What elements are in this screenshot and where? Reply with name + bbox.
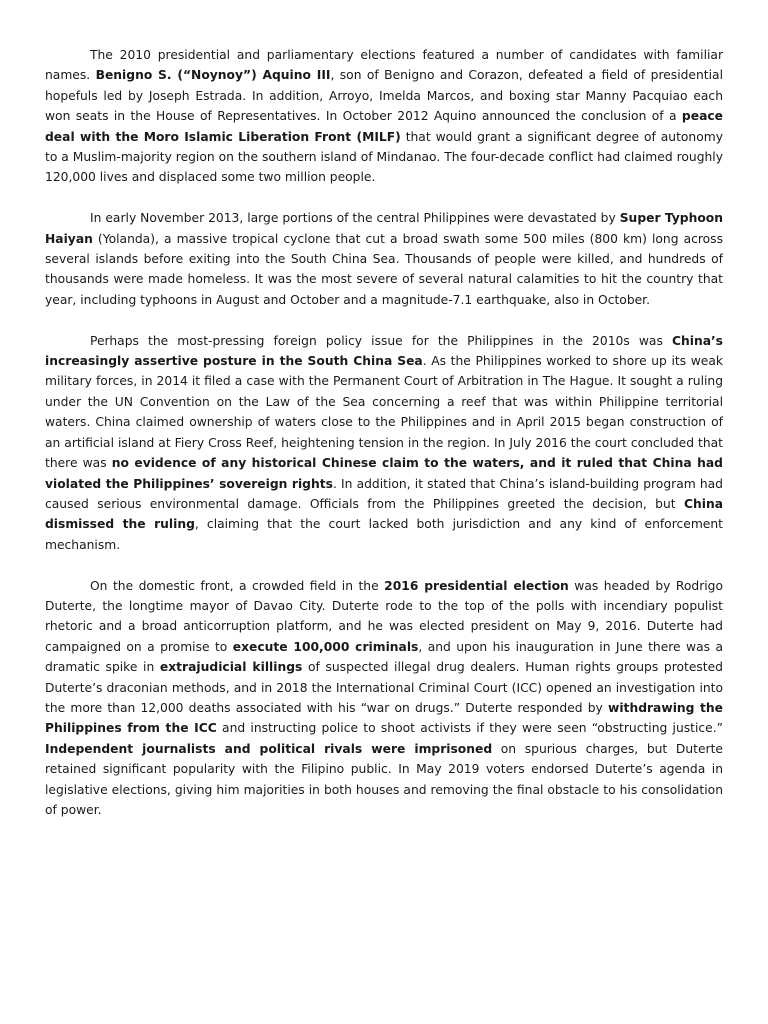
text-span: , son of Benigno and Corazon, defeated a field of presidential hopefuls led by Joseph Estrada. In addition, Arroyo, Imelda Marcos, and boxing star Manny Pacquiao each won seats in the House of Representatives. In October 2012 Aquino announced the conclusion of a	[45, 68, 723, 124]
text-span: . In addition, it stated that China’s island-building program had caused serious environmental damage. Officials from the Philippines greeted the decision, but	[45, 476, 723, 511]
text-span: On the domestic front, a crowded field in the	[90, 578, 385, 593]
text-span: on spurious charges, but Duterte retained significant popularity with the Filipino public. In May 2019 voters endorsed Duterte’s agenda in legislative elections, giving him majorities in both houses and removing the final obstacle to his consolidation of power.	[45, 741, 723, 817]
bold-phrase: 2016 presidential election	[384, 578, 569, 593]
text-span: was headed by Rodrigo Duterte, the longtime mayor of Davao City. Duterte rode to the top of the polls with incendiary populist rhetoric and a broad anticorruption platform, and he was elected president on May 9, 2016. Duterte had campaigned on a promise to	[45, 578, 723, 654]
document-page	[45, 45, 723, 841]
text-span: and instructing police to shoot activists if they were seen “obstructing justice.”	[216, 721, 723, 736]
text-span: (Yolanda), a massive tropical cyclone that cut a broad swath some 500 miles (800 km) long across several islands before exiting into the South China Sea. Thousands of people were killed, and hundreds of thousands were made homeless. It was the most severe of several natural calamities to hit the country that year, including typhoons in August and October and a magnitude-7.1 earthquake, also in October.	[45, 231, 723, 307]
bold-phrase: China dismissed the ruling	[45, 496, 723, 532]
text-span: Perhaps the most-pressing foreign policy issue for the Philippines in the 2010s was	[90, 333, 672, 348]
bold-phrase: Super Typhoon Haiyan	[45, 211, 723, 246]
text-span: , claiming that the court lacked both jurisdiction and any kind of enforcement mechanism.	[45, 517, 723, 552]
text-span: . As the Philippines worked to shore up its weak military forces, in 2014 it filed a case with the Permanent Court of Arbitration in The Hague. It sought a ruling under the UN Convention on the Law of the Sea concerning a reef that was within Philippine territorial waters. China claimed ownership of waters close to the Philippines and in April 2015 began construction of an artificial island at Fiery Cross Reef, heightening tension in the region. In July 2016 the court concluded that there was	[45, 354, 723, 471]
bold-phrase: extrajudicial killings	[159, 660, 303, 675]
bold-phrase: withdrawing the Philippines from the ICC	[45, 700, 723, 736]
paragraph-2	[45, 208, 723, 310]
paragraph-3	[45, 331, 723, 555]
bold-phrase: Benigno S. (“Noynoy”) Aquino III	[95, 68, 331, 83]
text-span: , and upon his inauguration in June there was a dramatic spike in	[45, 639, 723, 675]
text-span: that would grant a significant degree of autonomy to a Muslim-majority region on the southern island of Mindanao. The four-decade conflict had claimed roughly 120,000 lives and displaced some two million people.	[45, 129, 723, 185]
text-span: of suspected illegal drug dealers. Human rights groups protested Duterte’s draconian methods, and in 2018 the International Criminal Court (ICC) opened an investigation into the more than 12,000 deaths associated with his “war on drugs.” Duterte responded by	[45, 660, 723, 715]
paragraph-1	[45, 45, 723, 188]
bold-phrase: execute 100,000 criminals	[232, 639, 419, 654]
paragraph-4	[45, 576, 723, 821]
bold-phrase: no evidence of any historical Chinese claim to the waters, and it ruled that China had violated the Philippines’ sovereign rights	[45, 456, 723, 491]
bold-phrase: peace deal with the Moro Islamic Liberation Front (MILF)	[45, 109, 723, 144]
text-span: The 2010 presidential and parliamentary elections featured a number of candidates with familiar names.	[45, 48, 723, 83]
bold-phrase: Independent journalists and political rivals were imprisoned	[45, 741, 493, 756]
text-span: In early November 2013, large portions of the central Philippines were devastated by	[90, 211, 620, 226]
bold-phrase: China’s increasingly assertive posture in the South China Sea	[45, 333, 723, 369]
